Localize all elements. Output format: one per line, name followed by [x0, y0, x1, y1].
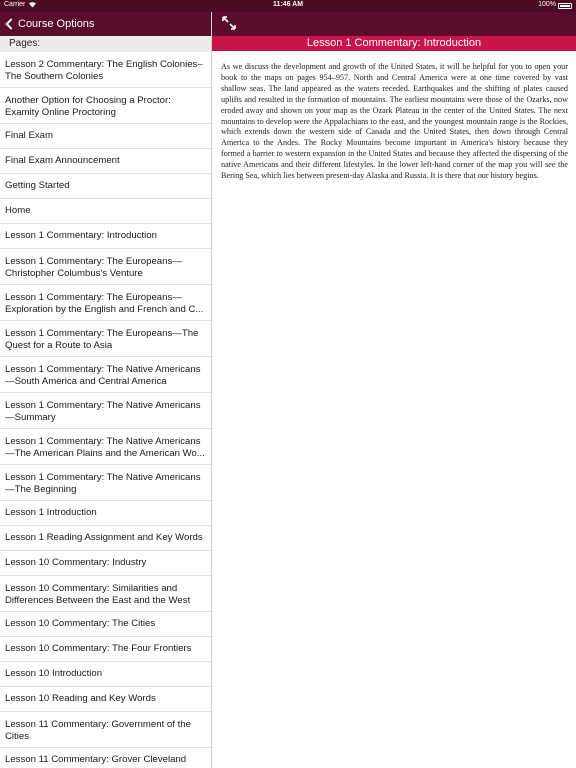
- list-item[interactable]: Lesson 11 Commentary: Government of the Cities: [0, 712, 211, 748]
- list-item[interactable]: Lesson 1 Commentary: The Native Americans—The Beginning: [0, 465, 211, 501]
- expand-arrows-icon: [222, 16, 236, 30]
- page-title: Lesson 1 Commentary: Introduction: [212, 36, 576, 51]
- status-bar: [0, 0, 576, 12]
- list-item[interactable]: Lesson 2 Commentary: The English Colonies–The Southern Colonies: [0, 52, 211, 88]
- carrier-label: Carrier: [4, 1, 26, 8]
- pages-header: Pages:: [0, 36, 211, 52]
- list-item[interactable]: Lesson 10 Commentary: The Cities: [0, 612, 211, 637]
- list-item[interactable]: Lesson 10 Introduction: [0, 662, 211, 687]
- article-body: As we discuss the development and growth of the United States, it will be helpful for you to open your book to the maps on pages 954–957. North and Central America were at one time covered by vast shallow seas. The land appeared as the waters receded. Earthquakes and the shifting of plates caused uplifts and resulted in the formation of mountains. The earliest mountains were those of the Ozarks, now eroded away and shown on your map as the Ozark Plateau in the center of the United States. The next mountains to develop were the Appalachians to the east, and the youngest mountain range is the Rockies, which extends down the western side of Canada and the United States, then down through Central America to the Andes. The Rocky Mountains become important in America's history because they formed a barrier to western expansion in the United States and because they affected the dispersing of the native Americans and their different lifestyles. In the lower left-hand corner of the map you will see the Bering Sea, which lies between present-day Alaska and Russia. It is there that our history begins.: [221, 62, 568, 181]
- list-item[interactable]: Lesson 1 Commentary: The Native Americans—South America and Central America: [0, 357, 211, 393]
- list-item[interactable]: Lesson 1 Commentary: The Europeans—Christopher Columbus's Venture: [0, 249, 211, 285]
- back-button[interactable]: [4, 16, 94, 32]
- list-item[interactable]: Lesson 10 Reading and Key Words: [0, 687, 211, 712]
- list-item[interactable]: Lesson 1 Reading Assignment and Key Words: [0, 526, 211, 551]
- list-item[interactable]: Final Exam: [0, 124, 211, 149]
- list-item[interactable]: Another Option for Choosing a Proctor: Examity Online Proctoring: [0, 88, 211, 124]
- list-item[interactable]: Lesson 1 Introduction: [0, 501, 211, 526]
- list-item[interactable]: Lesson 11 Commentary: Grover Cleveland: [0, 748, 211, 768]
- list-item[interactable]: Lesson 10 Commentary: The Four Frontiers: [0, 637, 211, 662]
- content-nav-bar: [212, 12, 576, 36]
- list-item[interactable]: Lesson 1 Commentary: The Native Americans—The American Plains and the American Wo...: [0, 429, 211, 465]
- list-item[interactable]: Home: [0, 199, 211, 224]
- clock: 11:46 AM: [272, 1, 304, 8]
- sidebar-nav-bar: [0, 12, 211, 36]
- list-item[interactable]: Lesson 1 Commentary: The Native Americans—Summary: [0, 393, 211, 429]
- list-item[interactable]: Final Exam Announcement: [0, 149, 211, 174]
- list-item[interactable]: Getting Started: [0, 174, 211, 199]
- page-list[interactable]: [0, 52, 211, 768]
- split-divider: [211, 12, 212, 768]
- chevron-left-icon: [5, 18, 16, 29]
- list-item[interactable]: Lesson 1 Commentary: The Europeans—The Quest for a Route to Asia: [0, 321, 211, 357]
- list-item[interactable]: Lesson 1 Commentary: The Europeans—Exploration by the English and French and C...: [0, 285, 211, 321]
- list-item[interactable]: Lesson 10 Commentary: Industry: [0, 551, 211, 576]
- battery-percentage: 100%: [538, 1, 556, 8]
- list-item[interactable]: Lesson 1 Commentary: Introduction: [0, 224, 211, 249]
- list-item[interactable]: Lesson 10 Commentary: Similarities and Differences Between the East and the West: [0, 576, 211, 612]
- expand-button[interactable]: [222, 16, 236, 30]
- back-button-label: Course Options: [18, 18, 95, 30]
- battery-icon: [558, 3, 572, 9]
